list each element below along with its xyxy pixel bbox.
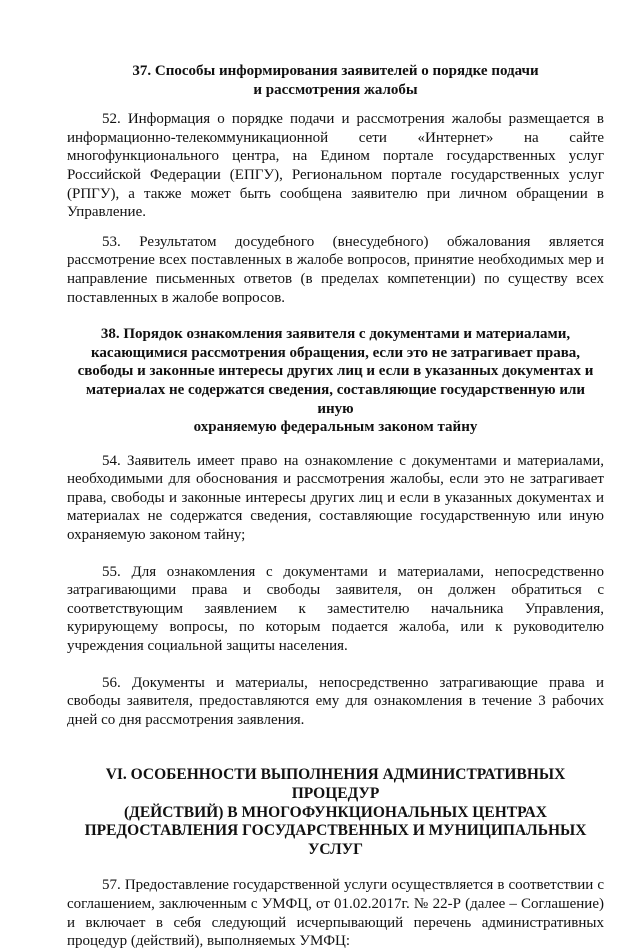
section-38-heading-line: свободы и законные интересы других лиц и если в указанных документах и	[77, 363, 594, 380]
section-38-heading-line: касающимися рассмотрения обращения, если это не затрагивает права,	[90, 344, 581, 361]
section-vi-heading-line: VI. ОСОБЕННОСТИ ВЫПОЛНЕНИЯ АДМИНИСТРАТИВНЫХ ПРОЦЕДУР	[105, 766, 566, 802]
paragraph-52: 52. Информация о порядке подачи и рассмотрения жалобы размещается в информационно-телекоммуникационной сети «Интернет» на сайте многофункционального центра, на Едином портале государственных услуг Российской Федерации (ЕПГУ), Региональном портале государственных услуг (РПГУ), а также может быть сообщена заявителю при личном обращении в Управление.	[67, 111, 604, 221]
section-38-heading-line: охраняемую федеральным законом тайну	[193, 419, 478, 436]
section-37-heading-line: и рассмотрения жалобы	[253, 81, 418, 98]
paragraph-55: 55. Для ознакомления с документами и материалами, непосредственно затрагивающими права и свободы заявителя, он должен обратиться с соответствующим заявлением к заместителю начальника Управления, курирующему вопросы, по которым подается жалоба, или к руководителю учреждения социальной защиты населения.	[67, 563, 604, 655]
section-37-heading	[67, 62, 604, 99]
section-38-heading-line: 38. Порядок ознакомления заявителя с документами и материалами,	[100, 326, 571, 343]
section-vi-heading-line: (ДЕЙСТВИЙ) В МНОГОФУНКЦИОНАЛЬНЫХ ЦЕНТРАХ	[124, 803, 547, 821]
section-vi-heading	[67, 766, 604, 859]
section-38-heading-line: материалах не содержатся сведения, составляющие государственную или иную	[85, 381, 586, 417]
section-38-heading	[67, 325, 604, 437]
paragraph-57: 57. Предоставление государственной услуги осуществляется в соответствии с соглашением, заключенным с УМФЦ, от 01.02.2017г. № 22-Р (далее – Соглашение) и включает в себя следующий исчерпывающий перечень административных процедур (действий), выполняемых УМФЦ:	[67, 877, 604, 950]
paragraph-54: 54. Заявитель имеет право на ознакомление с документами и материалами, необходимыми для обоснования и рассмотрения жалобы, если это не затрагивает права, свободы и законные интересы других лиц и если в указанных документах и материалах не содержатся сведения, составляющие государственную или иную охраняемую законом тайну;	[67, 452, 604, 544]
paragraph-56: 56. Документы и материалы, непосредственно затрагивающие права и свободы заявителя, предоставляются ему для ознакомления в течение 3 рабочих дней со дня рассмотрения заявления.	[67, 674, 604, 728]
paragraph-53: 53. Результатом досудебного (внесудебного) обжалования является рассмотрение всех поставленных в жалобе вопросов, принятие необходимых мер и направление письменных ответов (в пределах компетенции) по существу всех поставленных в жалобе вопросов.	[67, 233, 604, 306]
section-37-heading-line: 37. Способы информирования заявителей о порядке подачи	[132, 63, 539, 79]
section-vi-heading-line: ПРЕДОСТАВЛЕНИЯ ГОСУДАРСТВЕННЫХ И МУНИЦИПАЛЬНЫХ УСЛУГ	[84, 822, 587, 858]
